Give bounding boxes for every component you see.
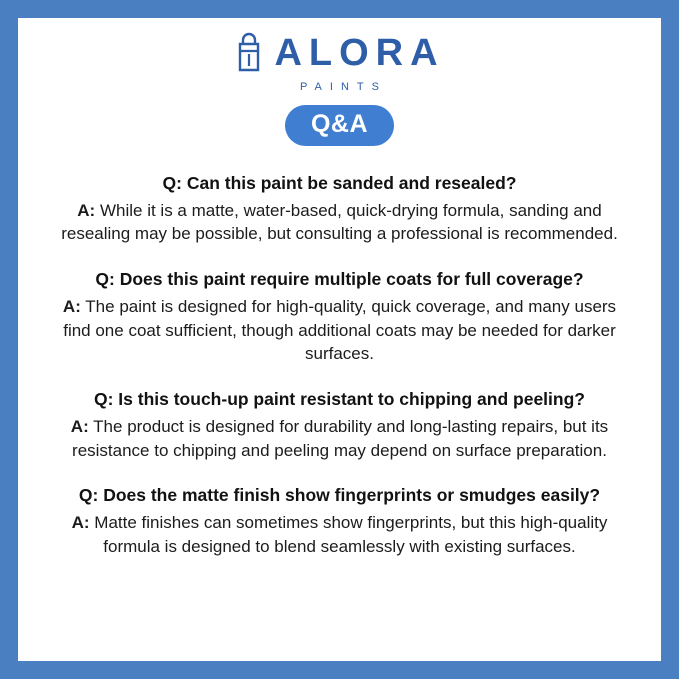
faq-item [40, 268, 639, 366]
faq-item [40, 172, 639, 246]
faq-question: Q: Is this touch-up paint resistant to chipping and peeling? [94, 389, 585, 410]
brand-name: ALORA [274, 32, 445, 74]
faq-answer [40, 199, 639, 247]
faq-answer-text: Matte finishes can sometimes show fingerprints, but this high-quality formula is designed to blend seamlessly with existing surfaces. [94, 513, 608, 556]
faq-answer-text: The paint is designed for high-quality, quick coverage, and many users find one coat sufficient, though additional coats may be needed for darker surfaces. [63, 296, 617, 364]
faq-answer-lead: A: [70, 416, 89, 436]
qa-badge: Q&A [285, 105, 394, 146]
logo-row [234, 32, 444, 74]
faq-answer-lead: A: [77, 200, 96, 220]
paint-can-icon [234, 32, 264, 74]
faq-answer [40, 415, 639, 463]
faq-answer-text: The product is designed for durability and long-lasting repairs, but its resistance to chipping and peeling may depend on surface preparation. [72, 416, 609, 460]
faq-item [40, 388, 639, 462]
faq-item [40, 484, 639, 558]
faq-answer-text: While it is a matte, water-based, quick-drying formula, sanding and resealing may be possible, but consulting a professional is recommended. [61, 200, 618, 244]
brand-tagline: PAINTS [300, 81, 387, 93]
faq-list [18, 172, 661, 559]
brand-logo [234, 32, 444, 93]
faq-question: Q: Does this paint require multiple coats for full coverage? [95, 269, 584, 290]
faq-answer [40, 295, 639, 366]
faq-answer-lead: A: [71, 513, 90, 533]
faq-card [18, 18, 661, 661]
faq-answer [40, 511, 639, 559]
faq-answer-lead: A: [62, 296, 81, 316]
faq-question: Q: Can this paint be sanded and resealed? [162, 173, 517, 193]
faq-question: Q: Does the matte finish show fingerprints or smudges easily? [78, 485, 601, 506]
